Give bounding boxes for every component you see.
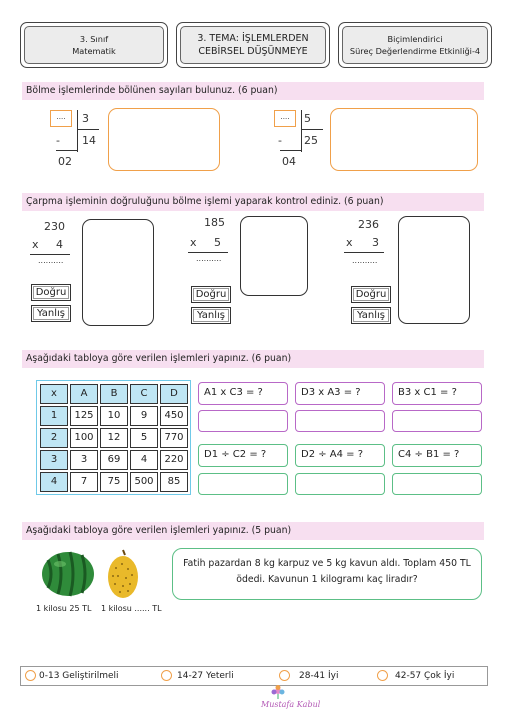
table-header-cell: A: [70, 384, 98, 404]
answer-c4-b1[interactable]: [392, 473, 482, 495]
watermelon-icon: [40, 550, 96, 598]
level-1: 0-13 Geliştirilmeli: [39, 670, 119, 681]
circle-option-icon[interactable]: [25, 670, 36, 681]
table-cell: 5: [130, 428, 158, 448]
section4-title: Aşağıdaki tabloya göre verilen işlemleri yapınız. (5 puan): [22, 522, 484, 540]
table-header-cell: x: [40, 384, 68, 404]
header-class-box: [20, 22, 168, 68]
minus-sign: -: [56, 134, 60, 147]
answer-d2-a4[interactable]: [295, 473, 385, 495]
section3-title: Aşağıdaki tabloya göre verilen işlemleri yapınız. (6 puan): [22, 350, 484, 368]
table-row-label: 1: [40, 406, 68, 426]
divisor: 3: [82, 112, 89, 125]
question-a1-c3: A1 x C3 = ?: [198, 382, 288, 405]
table-cell: 9: [130, 406, 158, 426]
table-cell: 500: [130, 472, 158, 492]
product: 25: [304, 134, 318, 147]
table-row-label: 4: [40, 472, 68, 492]
answer-d3-a3[interactable]: [295, 410, 385, 432]
question-d2-a4: D2 ÷ A4 = ?: [295, 444, 385, 467]
table-cell: 85: [160, 472, 188, 492]
theme-line2: CEBİRSEL DÜŞÜNMEYE: [198, 46, 308, 57]
answer-box-1[interactable]: [108, 108, 220, 171]
question-b3-c1: B3 x C1 = ?: [392, 382, 482, 405]
table-cell: 10: [100, 406, 128, 426]
product: 14: [82, 134, 96, 147]
result-dots[interactable]: ..........: [38, 256, 64, 265]
flower-logo-icon: [268, 684, 288, 700]
times-sign: x: [32, 238, 39, 251]
assessment-line1: Biçimlendirici: [387, 34, 443, 44]
section2-title: Çarpma işleminin doğruluğunu bölme işlemi yaparak kontrol ediniz. (6 puan): [22, 193, 484, 211]
wrong-option[interactable]: Yanlış: [31, 305, 71, 322]
circle-option-icon[interactable]: [279, 670, 290, 681]
table-row-label: 3: [40, 450, 68, 470]
problem-line2: ödedi. Kavunun 1 kilogramı kaç liradır?: [236, 574, 418, 585]
theme-line1: 3. TEMA: İŞLEMLERDEN: [197, 33, 309, 44]
value-table: [36, 380, 191, 495]
melon-price: 1 kilosu ...... TL: [101, 604, 162, 613]
multiplier: 3: [372, 236, 379, 249]
circle-option-icon[interactable]: [161, 670, 172, 681]
question-d1-c2: D1 ÷ C2 = ?: [198, 444, 288, 467]
circle-option-icon[interactable]: [377, 670, 388, 681]
result-dots[interactable]: ..........: [352, 256, 378, 265]
table-cell: 7: [70, 472, 98, 492]
grading-scale: [20, 666, 488, 686]
header-theme-box: [176, 22, 330, 68]
table-cell: 450: [160, 406, 188, 426]
question-c4-b1: C4 ÷ B1 = ?: [392, 444, 482, 467]
table-header-cell: D: [160, 384, 188, 404]
level-2: 14-27 Yeterli: [177, 670, 234, 681]
work-box-1[interactable]: [82, 219, 154, 326]
dividend-blank[interactable]: ....: [50, 110, 72, 127]
correct-option[interactable]: Doğru: [191, 286, 231, 303]
times-sign: x: [346, 236, 353, 249]
table-cell: 12: [100, 428, 128, 448]
multiplier: 4: [56, 238, 63, 251]
class-label: 3. Sınıf: [79, 34, 109, 44]
answer-box-2[interactable]: [330, 108, 478, 171]
multiplicand: 230: [44, 220, 65, 233]
table-cell: 100: [70, 428, 98, 448]
table-cell: 75: [100, 472, 128, 492]
table-cell: 4: [130, 450, 158, 470]
answer-a1-c3[interactable]: [198, 410, 288, 432]
correct-option[interactable]: Doğru: [31, 284, 71, 301]
table-header-cell: C: [130, 384, 158, 404]
problem-line1: Fatih pazardan 8 kg karpuz ve 5 kg kavun aldı. Toplam 450 TL: [183, 558, 471, 569]
wrong-option[interactable]: Yanlış: [351, 307, 391, 324]
level-4: 42-57 Çok İyi: [395, 670, 455, 681]
result-dots[interactable]: ..........: [196, 254, 222, 263]
work-box-2[interactable]: [240, 216, 308, 296]
word-problem-box: [172, 548, 482, 600]
table-row-label: 2: [40, 428, 68, 448]
author-signature: Mustafa Kabul: [261, 700, 321, 709]
remainder: 04: [282, 155, 296, 168]
assessment-line2: Süreç Değerlendirme Etkinliği-4: [349, 46, 481, 56]
correct-option[interactable]: Doğru: [351, 286, 391, 303]
work-box-3[interactable]: [398, 216, 470, 324]
divisor: 5: [304, 112, 311, 125]
answer-d1-c2[interactable]: [198, 473, 288, 495]
dividend-blank[interactable]: ....: [274, 110, 296, 127]
multiplicand: 236: [358, 218, 379, 231]
section1-title: Bölme işlemlerinde bölünen sayıları bulunuz. (6 puan): [22, 82, 484, 100]
times-sign: x: [190, 236, 197, 249]
table-cell: 770: [160, 428, 188, 448]
table-cell: 220: [160, 450, 188, 470]
table-header-cell: B: [100, 384, 128, 404]
watermelon-price: 1 kilosu 25 TL: [36, 604, 92, 613]
multiplicand: 185: [204, 216, 225, 229]
answer-b3-c1[interactable]: [392, 410, 482, 432]
level-3: 28-41 İyi: [299, 670, 339, 681]
question-d3-a3: D3 x A3 = ?: [295, 382, 385, 405]
subject-label: Matematik: [72, 46, 116, 56]
multiplier: 5: [214, 236, 221, 249]
melon-icon: [106, 548, 140, 600]
table-cell: 69: [100, 450, 128, 470]
table-cell: 3: [70, 450, 98, 470]
minus-sign: -: [278, 134, 282, 147]
wrong-option[interactable]: Yanlış: [191, 307, 231, 324]
table-cell: 125: [70, 406, 98, 426]
remainder: 02: [58, 155, 72, 168]
header-assessment-box: [338, 22, 492, 68]
